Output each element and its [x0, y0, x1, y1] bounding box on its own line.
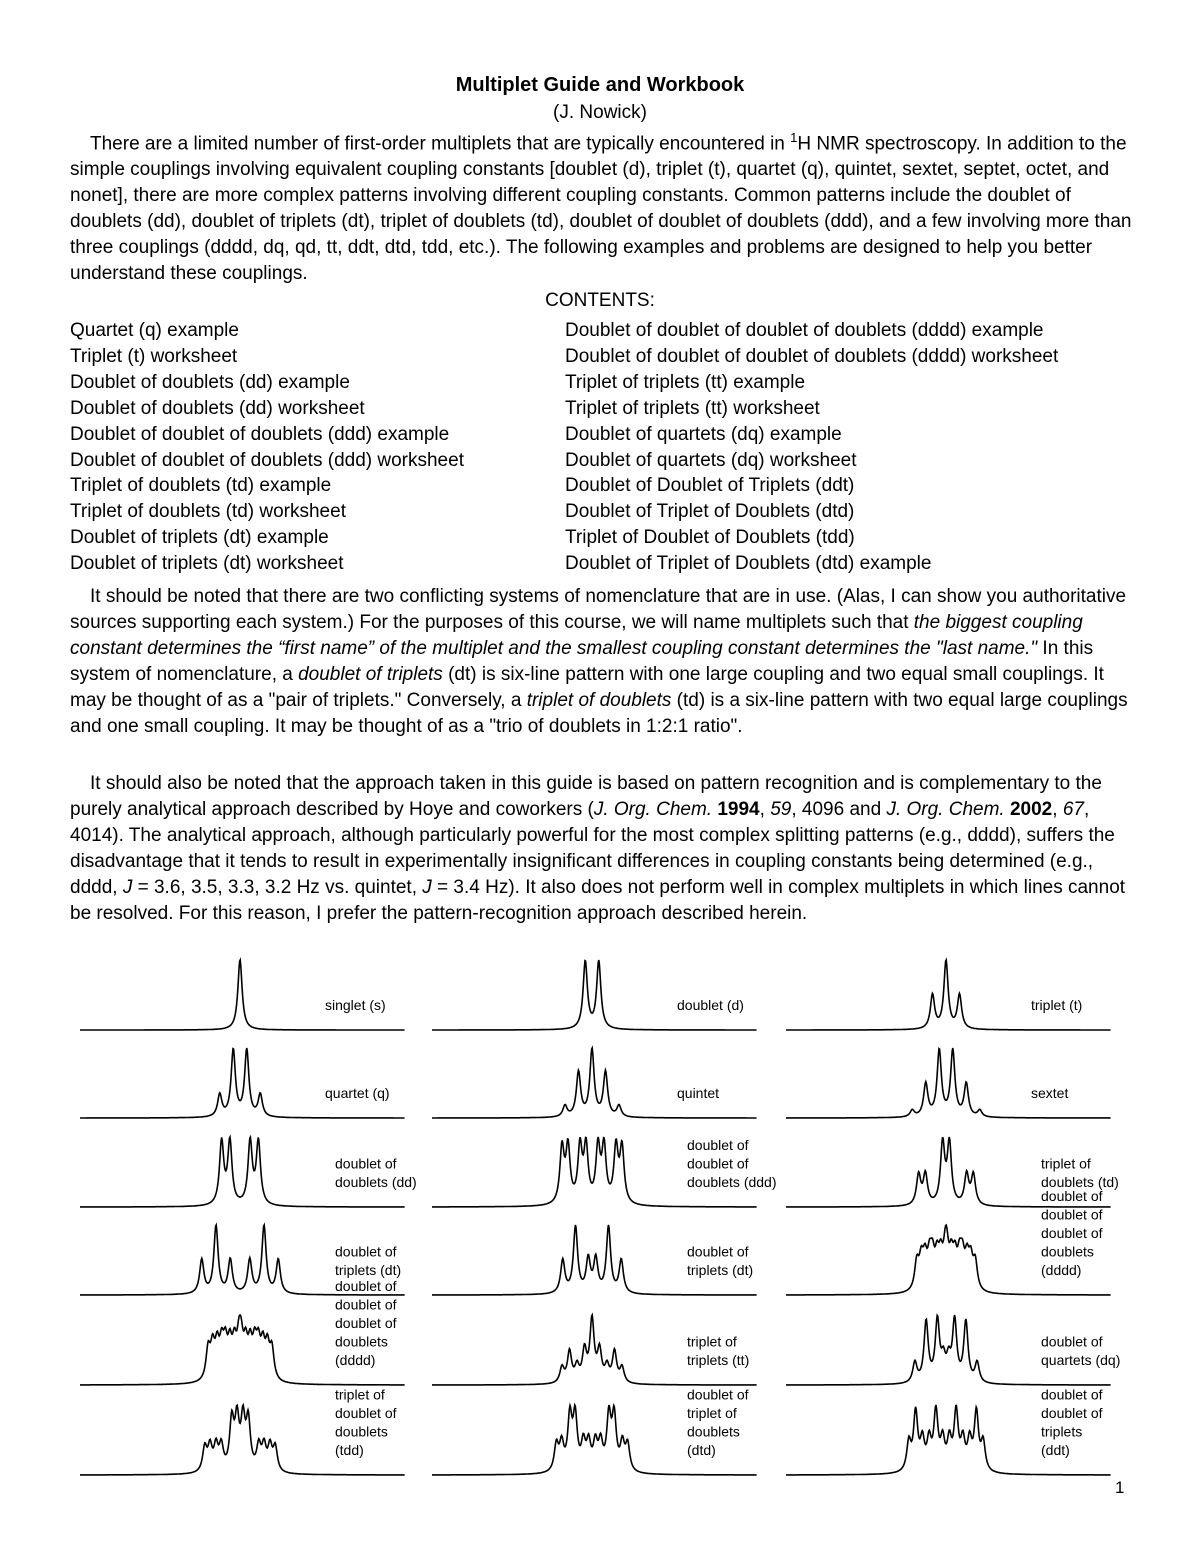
contents-item[interactable]: Doublet of doublets (dd) worksheet — [70, 397, 365, 419]
spectrum-label: (ddt) — [1041, 1442, 1070, 1458]
spectrum-trace — [80, 1048, 405, 1118]
multiplet-spectra-grid — [0, 945, 1200, 1485]
spectrum-label: quartets (dq) — [1041, 1352, 1121, 1368]
intro-paragraph — [70, 125, 1132, 287]
spectrum-label: (dtd) — [687, 1442, 716, 1458]
journal-volume: 67 — [1062, 799, 1084, 820]
spectrum-label: doublet of — [1041, 1405, 1103, 1421]
contents-right-column — [565, 318, 1058, 577]
spectrum-label: triplet (t) — [1031, 997, 1083, 1013]
approach-text: It should also be noted that the approach taken in this guide is based on pattern recognition and is complementary to the purely analytical approach described by Hoye and coworkers ( — [70, 773, 1102, 820]
spectrum-quartet — [80, 1048, 405, 1118]
coupling-symbol: J — [422, 877, 432, 898]
contents-item[interactable]: Doublet of Triplet of Doublets (dtd) — [565, 501, 855, 523]
journal-year: 2002 — [1009, 799, 1053, 820]
nomenclature-emphasis: the biggest coupling constant determines the “first name” of the multiplet and the smallest coupling constant determines the "last name." — [70, 612, 1083, 659]
spectrum-label: doublets — [335, 1423, 388, 1440]
spectrum-singlet — [80, 960, 405, 1030]
spectrum-dd — [80, 1137, 417, 1207]
spectrum-label: doublet of — [335, 1278, 397, 1294]
contents-item[interactable]: Triplet of Doublet of Doublets (tdd) — [565, 527, 855, 549]
intro-text-2: H NMR spectroscopy. In addition to the simple couplings involving equivalent coupling constants [doublet (d), triplet (t), quartet (q), quintet, sextet, septet, octet, and nonet], there are more complex patterns involving different coupling constants. Common patterns include the doublet of doublets (dd), doublet of triplets (dt), triplet of doublets (td), doublet of doublet of doublets (ddd), and a few involving more than three couplings (dddd, dq, qd, tt, ddt, dtd, tdd, etc.). The following examples and problems are designed to help you better understand these couplings. — [70, 133, 1132, 285]
document-title: Multiplet Guide and Workbook — [455, 74, 745, 96]
contents-left-column — [70, 318, 464, 577]
spectrum-label: doublet of — [1041, 1225, 1103, 1241]
spectrum-label: sextet — [1031, 1085, 1069, 1101]
spectrum-label: (dddd) — [1041, 1262, 1082, 1278]
contents-item[interactable]: Triplet of doublets (td) worksheet — [70, 501, 346, 523]
contents-item[interactable]: Doublet of doublets (dd) example — [70, 371, 350, 393]
contents-item[interactable]: Doublet of triplets (dt) worksheet — [70, 553, 344, 575]
intro-superscript: 1 — [790, 130, 798, 145]
spectrum-label: doublet of — [335, 1315, 397, 1331]
approach-text: = 3.6, 3.5, 3.3, 3.2 Hz vs. quintet, — [132, 877, 423, 898]
intro-text-1: There are a limited number of first-order multiplets that are typically encountered in — [90, 133, 791, 155]
spectrum-label: (tdd) — [335, 1442, 364, 1458]
journal-name: J. Org. Chem. — [593, 799, 713, 820]
spectrum-triplet — [786, 960, 1111, 1030]
spectrum-label: doublet of — [687, 1155, 749, 1172]
spectrum-trace — [80, 1137, 405, 1207]
nomenclature-text: It should be noted that there are two conflicting systems of nomenclature that are in use. (Alas, I can show you authoritative sources supporting each system.) For the purposes of this course, we will name multiplets such that — [70, 586, 1127, 633]
contents-item[interactable]: Doublet of doublet of doublet of doublets (dddd) example — [565, 320, 1044, 341]
contents-item[interactable]: Triplet of triplets (tt) worksheet — [565, 397, 820, 419]
spectrum-trace — [786, 960, 1111, 1030]
spectrum-ddd — [432, 1137, 777, 1207]
spectrum-label: doublets — [335, 1333, 388, 1350]
spectrum-tt — [432, 1315, 757, 1385]
spectrum-label: doublet of — [687, 1243, 749, 1260]
spectrum-dddd-1 — [786, 1188, 1111, 1295]
spectrum-label: doublet of — [1041, 1333, 1103, 1350]
spectrum-ddt — [786, 1387, 1111, 1475]
spectrum-label: doublet of — [335, 1243, 397, 1260]
contents-item[interactable]: Doublet of doublet of doublets (ddd) example — [70, 423, 450, 445]
journal-name: J. Org. Chem. — [886, 799, 1005, 820]
nomenclature-paragraph — [70, 584, 1132, 740]
spectrum-label: doublets (ddd) — [687, 1174, 777, 1190]
spectrum-label: triplets (dt) — [687, 1262, 754, 1278]
spectrum-trace — [432, 1048, 757, 1118]
spectrum-label: doublet of — [1041, 1188, 1103, 1204]
contents-item[interactable]: Triplet of triplets (tt) example — [565, 371, 806, 393]
spectrum-label: triplets — [1041, 1423, 1083, 1440]
spectrum-quintet — [432, 1048, 757, 1118]
contents-item[interactable]: Doublet of quartets (dq) example — [565, 423, 842, 445]
spectrum-label: singlet (s) — [325, 997, 386, 1013]
spectrum-label: doublets — [687, 1423, 740, 1440]
spectrum-trace — [80, 960, 405, 1030]
spectrum-label: triplet of — [1041, 1155, 1091, 1172]
spectrum-label: doublet of — [335, 1296, 397, 1313]
nomenclature-term: doublet of triplets — [298, 664, 443, 685]
spectrum-dtd — [432, 1387, 757, 1475]
approach-text: , 4096 and — [791, 799, 887, 820]
spectrum-label: triplet of — [335, 1386, 385, 1403]
spectrum-trace — [786, 1315, 1111, 1385]
contents-item[interactable]: Doublet of doublet of doublets (ddd) worksheet — [70, 449, 464, 471]
spectrum-label: triplets (dt) — [335, 1262, 402, 1278]
spectrum-trace — [432, 960, 757, 1030]
spectrum-label: doublet (d) — [677, 997, 744, 1013]
contents-item[interactable]: Triplet of doublets (td) example — [70, 475, 332, 497]
contents-item[interactable]: Doublet of Doublet of Triplets (ddt) — [565, 475, 855, 497]
nomenclature-text: (dt) is six-line pattern with one large coupling and two equal small couplings. It may be thought of as a "pair of triplets." Conversely, a — [70, 664, 1104, 711]
journal-year: 1994 — [717, 799, 760, 820]
spectrum-label: (dddd) — [335, 1352, 376, 1368]
spectrum-label: triplet of — [687, 1405, 737, 1421]
spectrum-label: doublets — [1041, 1243, 1094, 1260]
spectrum-label: doublet of — [1041, 1386, 1103, 1403]
spectrum-dq — [786, 1315, 1120, 1385]
spectrum-sextet — [786, 1048, 1111, 1118]
contents-item[interactable]: Doublet of quartets (dq) worksheet — [565, 449, 857, 471]
contents-item[interactable]: Doublet of triplets (dt) example — [70, 527, 329, 549]
spectrum-label: doublets (dd) — [335, 1174, 417, 1190]
coupling-symbol: J — [122, 877, 133, 898]
spectrum-label: triplets (tt) — [687, 1352, 750, 1368]
approach-text: , 4014). The analytical approach, although particularly powerful for the most complex splitting patterns (e.g., dddd), suffers the disadvantage that it tends to result in experimentally insignificant differences in coupling constants being determined (e.g., dddd, — [70, 799, 1115, 898]
approach-paragraph: It should also be noted that the approach taken in this guide is based on pattern recognition and is complementary to the purely analytical approach described by Hoye and coworkers (J. Org. Chem. 1994, 59, 4096 and J. Org. Chem. 2002, 67, 4014). The analytical approach, although particularly powerful for the most complex splitting patterns (e.g., dddd), suffers the disadvantage that it tends to result in experimentally insignificant differences in coupling constants being determined (e.g., dddd, J = 3.6, 3.5, 3.3, 3.2 Hz vs. quintet, J = 3.4 Hz). It also does not perform well in complex multiplets in which lines cannot be resolved. For this reason, I prefer the pattern-recognition approach described herein. — [70, 773, 1126, 924]
contents-item[interactable]: Doublet of doublet of doublet of doublets (dddd) worksheet — [565, 345, 1059, 367]
page-number: 1 — [1115, 1478, 1125, 1497]
contents-item[interactable]: Triplet (t) worksheet — [70, 345, 238, 367]
spectrum-trace — [432, 1315, 757, 1385]
spectrum-label: triplet of — [687, 1333, 737, 1350]
journal-volume: 59 — [770, 799, 792, 820]
contents-heading: CONTENTS: — [545, 290, 655, 311]
spectrum-label: doublet of — [1041, 1206, 1103, 1223]
spectrum-trace — [432, 1225, 757, 1295]
spectrum-label: doublet of — [687, 1386, 749, 1403]
nomenclature-text: (td) is a six-line pattern with two equal large couplings and one small coupling. It may be thought of as a "trio of doublets in 1:2:1 ratio". — [70, 690, 1128, 737]
spectrum-tdd — [80, 1387, 405, 1475]
spectrum-label: doublet of — [335, 1405, 397, 1421]
spectrum-label: quintet — [677, 1085, 720, 1101]
spectrum-doublet — [432, 960, 757, 1030]
contents-item[interactable]: Quartet (q) example — [70, 320, 239, 341]
spectrum-trace — [786, 1048, 1111, 1118]
approach-text: = 3.4 Hz). It also does not perform well in complex multiplets in which lines cannot be resolved. For this reason, I prefer the pattern-recognition approach described herein. — [70, 877, 1126, 924]
author-line: (J. Nowick) — [553, 102, 647, 123]
spectrum-label: doublet of — [687, 1137, 749, 1153]
spectrum-label: quartet (q) — [325, 1085, 390, 1101]
nomenclature-text: In this system of nomenclature, a — [70, 638, 1094, 685]
spectrum-dt-2 — [432, 1225, 757, 1295]
nomenclature-term: triplet of doublets — [526, 690, 672, 711]
spectrum-label: doublets (td) — [1041, 1174, 1119, 1190]
spectrum-label: doublet of — [335, 1155, 397, 1172]
contents-item[interactable]: Doublet of Triplet of Doublets (dtd) example — [565, 553, 932, 575]
